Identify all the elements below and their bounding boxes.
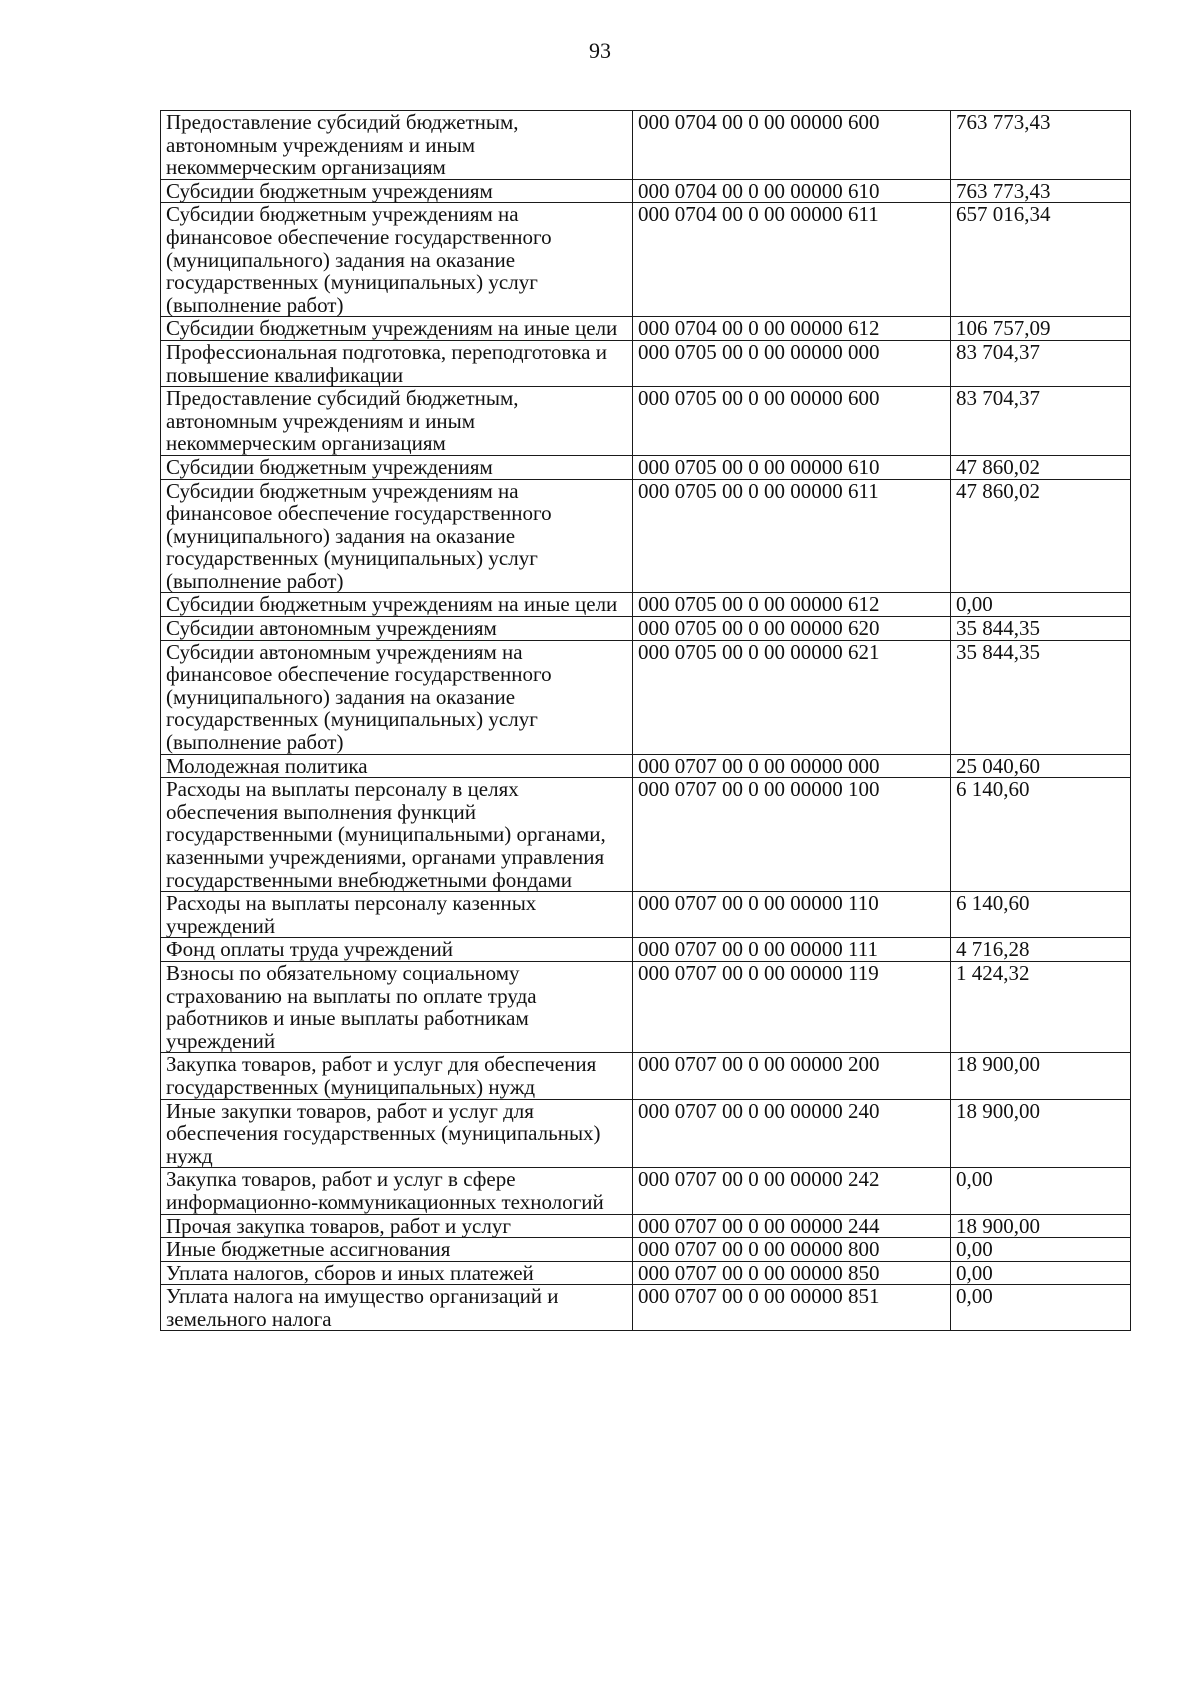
row-budget-code-cell: 000 0705 00 0 00 00000 611: [633, 479, 951, 593]
row-amount-cell: 35 844,35: [951, 617, 1131, 641]
table-row: [161, 317, 1131, 341]
row-budget-code-cell: 000 0707 00 0 00 00000 850: [633, 1261, 951, 1285]
table-row: [161, 617, 1131, 641]
row-budget-code-cell: 000 0705 00 0 00 00000 621: [633, 640, 951, 754]
budget-table-body: [161, 111, 1131, 1331]
row-amount-cell: 0,00: [951, 1261, 1131, 1285]
row-amount-cell: 35 844,35: [951, 640, 1131, 754]
row-expense-name-cell: Расходы на выплаты персоналу казенных учреждений: [161, 892, 633, 938]
table-row: [161, 179, 1131, 203]
row-amount-cell: 18 900,00: [951, 1053, 1131, 1099]
row-budget-code-cell: 000 0707 00 0 00 00000 200: [633, 1053, 951, 1099]
row-amount-cell: 6 140,60: [951, 892, 1131, 938]
budget-table: [160, 110, 1131, 1331]
row-expense-name-cell: Уплата налога на имущество организаций и земельного налога: [161, 1285, 633, 1331]
row-amount-cell: 0,00: [951, 1285, 1131, 1331]
row-expense-name-cell: Предоставление субсидий бюджетным, автономным учреждениям и иным некоммерческим организациям: [161, 387, 633, 456]
table-row: [161, 778, 1131, 892]
row-amount-cell: 0,00: [951, 1238, 1131, 1262]
row-amount-cell: 83 704,37: [951, 387, 1131, 456]
row-budget-code-cell: 000 0705 00 0 00 00000 000: [633, 340, 951, 386]
row-amount-cell: 25 040,60: [951, 754, 1131, 778]
row-expense-name-cell: Фонд оплаты труда учреждений: [161, 938, 633, 962]
row-expense-name-cell: Субсидии бюджетным учреждениям на иные цели: [161, 317, 633, 341]
row-budget-code-cell: 000 0705 00 0 00 00000 610: [633, 455, 951, 479]
table-row: [161, 1285, 1131, 1331]
row-amount-cell: 83 704,37: [951, 340, 1131, 386]
row-expense-name-cell: Прочая закупка товаров, работ и услуг: [161, 1214, 633, 1238]
row-expense-name-cell: Субсидии автономным учреждениям на финансовое обеспечение государственного (муниципального) задания на оказание государственных (муниципальных) услуг (выполнение работ): [161, 640, 633, 754]
row-budget-code-cell: 000 0704 00 0 00 00000 600: [633, 111, 951, 180]
row-budget-code-cell: 000 0707 00 0 00 00000 000: [633, 754, 951, 778]
row-expense-name-cell: Субсидии бюджетным учреждениям на финансовое обеспечение государственного (муниципального) задания на оказание государственных (муниципальных) услуг (выполнение работ): [161, 203, 633, 317]
row-amount-cell: 18 900,00: [951, 1214, 1131, 1238]
table-row: [161, 892, 1131, 938]
row-budget-code-cell: 000 0705 00 0 00 00000 612: [633, 593, 951, 617]
row-amount-cell: 657 016,34: [951, 203, 1131, 317]
row-amount-cell: 763 773,43: [951, 111, 1131, 180]
row-budget-code-cell: 000 0707 00 0 00 00000 851: [633, 1285, 951, 1331]
table-row: [161, 455, 1131, 479]
row-budget-code-cell: 000 0707 00 0 00 00000 242: [633, 1168, 951, 1214]
row-expense-name-cell: Иные закупки товаров, работ и услуг для обеспечения государственных (муниципальных) нужд: [161, 1099, 633, 1168]
row-budget-code-cell: 000 0707 00 0 00 00000 110: [633, 892, 951, 938]
row-expense-name-cell: Молодежная политика: [161, 754, 633, 778]
row-amount-cell: 4 716,28: [951, 938, 1131, 962]
row-expense-name-cell: Закупка товаров, работ и услуг в сфере информационно-коммуникационных технологий: [161, 1168, 633, 1214]
table-row: [161, 479, 1131, 593]
row-budget-code-cell: 000 0707 00 0 00 00000 244: [633, 1214, 951, 1238]
row-amount-cell: 1 424,32: [951, 961, 1131, 1052]
row-amount-cell: 18 900,00: [951, 1099, 1131, 1168]
table-row: [161, 961, 1131, 1052]
row-expense-name-cell: Расходы на выплаты персоналу в целях обеспечения выполнения функций государственными (муниципальными) органами, казенными учреждениями, органами управления государственными внебюджетными фондами: [161, 778, 633, 892]
row-budget-code-cell: 000 0705 00 0 00 00000 620: [633, 617, 951, 641]
row-expense-name-cell: Профессиональная подготовка, переподготовка и повышение квалификации: [161, 340, 633, 386]
row-amount-cell: 47 860,02: [951, 455, 1131, 479]
row-expense-name-cell: Закупка товаров, работ и услуг для обеспечения государственных (муниципальных) нужд: [161, 1053, 633, 1099]
table-row: [161, 340, 1131, 386]
row-expense-name-cell: Субсидии бюджетным учреждениям: [161, 455, 633, 479]
row-expense-name-cell: Предоставление субсидий бюджетным, автономным учреждениям и иным некоммерческим организациям: [161, 111, 633, 180]
row-expense-name-cell: Субсидии бюджетным учреждениям на иные цели: [161, 593, 633, 617]
row-budget-code-cell: 000 0704 00 0 00 00000 612: [633, 317, 951, 341]
row-budget-code-cell: 000 0704 00 0 00 00000 610: [633, 179, 951, 203]
row-amount-cell: 6 140,60: [951, 778, 1131, 892]
row-budget-code-cell: 000 0707 00 0 00 00000 100: [633, 778, 951, 892]
table-row: [161, 203, 1131, 317]
row-amount-cell: 763 773,43: [951, 179, 1131, 203]
row-amount-cell: 0,00: [951, 593, 1131, 617]
table-row: [161, 111, 1131, 180]
table-row: [161, 1238, 1131, 1262]
row-amount-cell: 0,00: [951, 1168, 1131, 1214]
row-expense-name-cell: Субсидии бюджетным учреждениям: [161, 179, 633, 203]
table-row: [161, 754, 1131, 778]
table-row: [161, 938, 1131, 962]
row-expense-name-cell: Субсидии автономным учреждениям: [161, 617, 633, 641]
row-expense-name-cell: Иные бюджетные ассигнования: [161, 1238, 633, 1262]
row-expense-name-cell: Взносы по обязательному социальному страхованию на выплаты по оплате труда работников и иные выплаты работникам учреждений: [161, 961, 633, 1052]
row-amount-cell: 47 860,02: [951, 479, 1131, 593]
row-budget-code-cell: 000 0707 00 0 00 00000 800: [633, 1238, 951, 1262]
row-budget-code-cell: 000 0705 00 0 00 00000 600: [633, 387, 951, 456]
table-row: [161, 640, 1131, 754]
table-row: [161, 1053, 1131, 1099]
table-row: [161, 1214, 1131, 1238]
table-row: [161, 593, 1131, 617]
table-row: [161, 1099, 1131, 1168]
row-budget-code-cell: 000 0707 00 0 00 00000 240: [633, 1099, 951, 1168]
row-budget-code-cell: 000 0707 00 0 00 00000 111: [633, 938, 951, 962]
row-budget-code-cell: 000 0707 00 0 00 00000 119: [633, 961, 951, 1052]
row-expense-name-cell: Субсидии бюджетным учреждениям на финансовое обеспечение государственного (муниципального) задания на оказание государственных (муниципальных) услуг (выполнение работ): [161, 479, 633, 593]
row-expense-name-cell: Уплата налогов, сборов и иных платежей: [161, 1261, 633, 1285]
row-amount-cell: 106 757,09: [951, 317, 1131, 341]
table-row: [161, 1261, 1131, 1285]
page-number: 93: [589, 38, 611, 63]
row-budget-code-cell: 000 0704 00 0 00 00000 611: [633, 203, 951, 317]
table-row: [161, 387, 1131, 456]
table-row: [161, 1168, 1131, 1214]
